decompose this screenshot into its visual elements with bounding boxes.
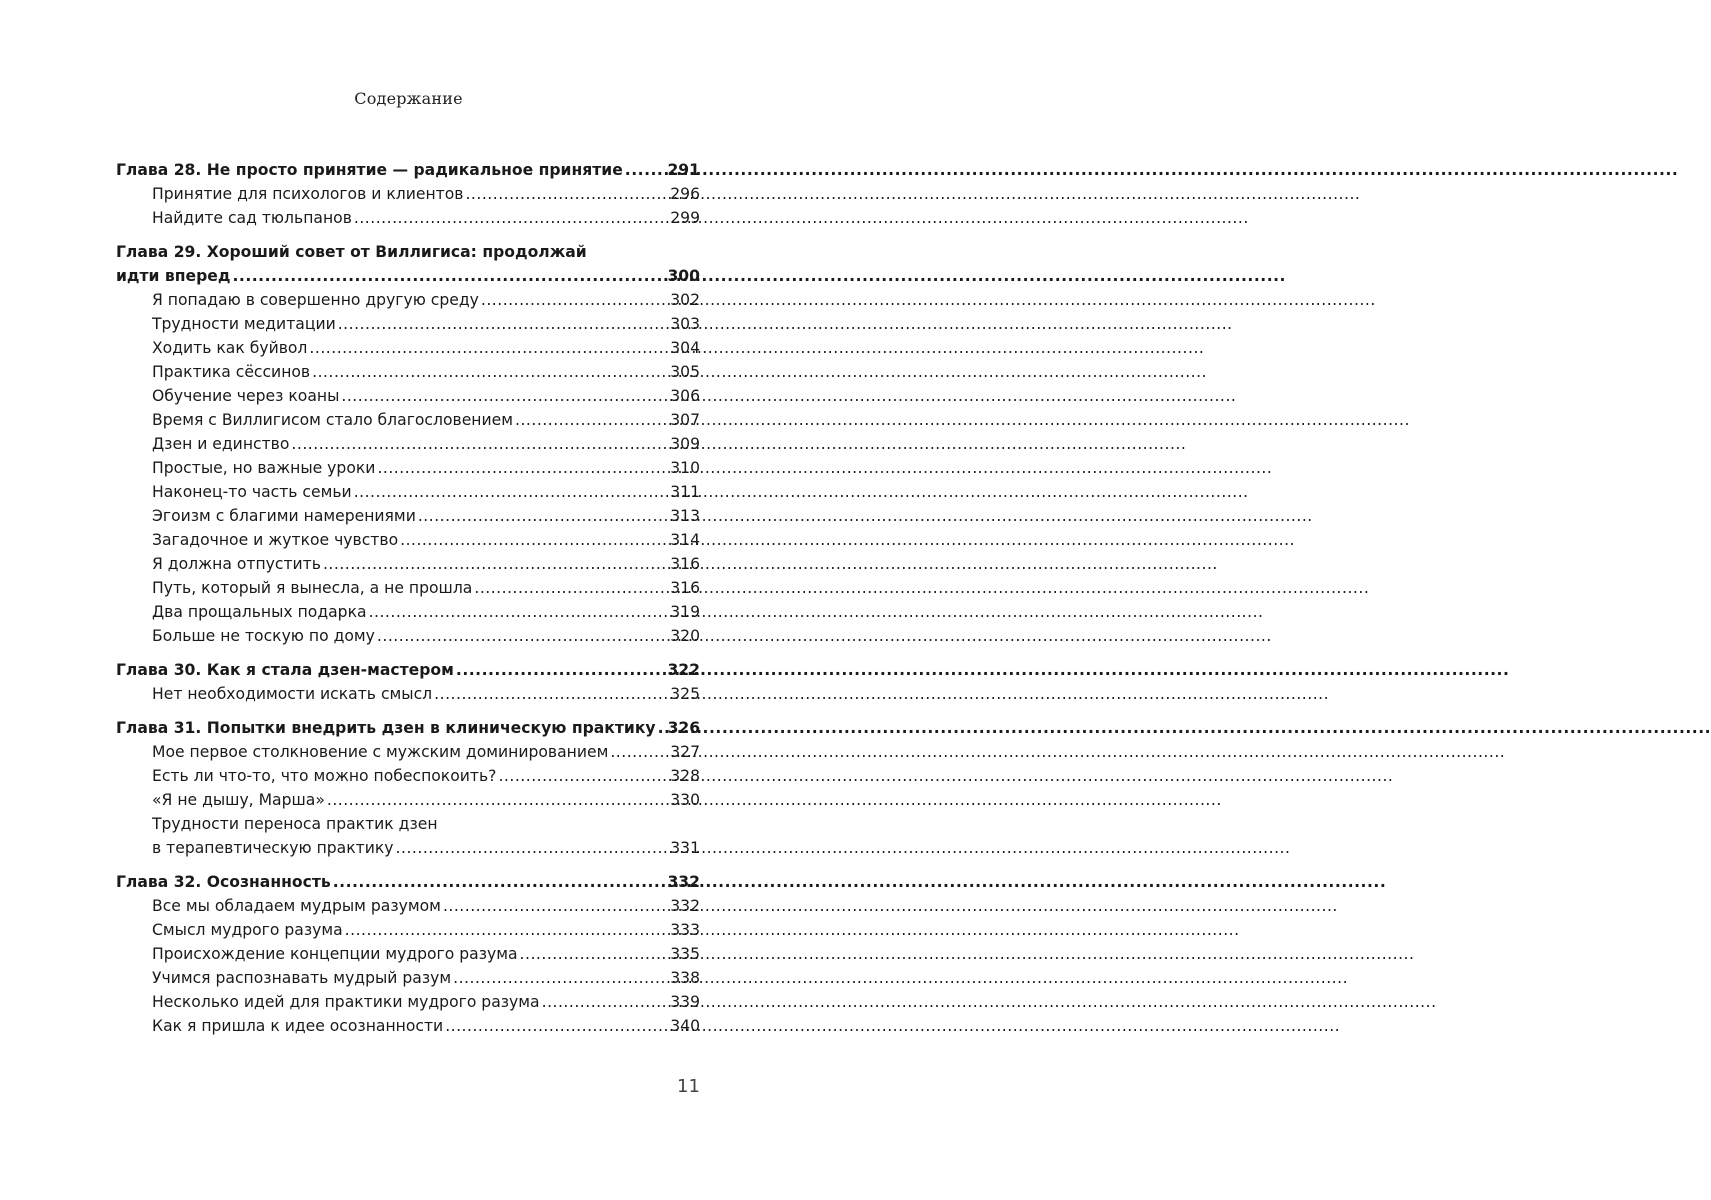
chapter-title-line: Глава 29. Хороший совет от Виллигиса: продолжай	[116, 243, 587, 261]
toc-section[interactable]	[116, 432, 700, 456]
chapter-title: Глава 30. Как я стала дзен-мастером	[116, 661, 454, 679]
page-ref: 316	[670, 579, 700, 597]
toc-section[interactable]	[116, 966, 700, 990]
page-ref: 313	[670, 507, 700, 525]
page-ref: 302	[670, 291, 700, 309]
page-ref: 322	[667, 661, 700, 679]
toc-section[interactable]	[116, 576, 700, 600]
section-title: Происхождение концепции мудрого разума	[152, 945, 518, 963]
page-ref: 328	[670, 767, 700, 785]
dot-leader	[400, 528, 668, 552]
page-ref: 300	[667, 267, 700, 285]
toc-section[interactable]	[116, 480, 700, 504]
page-ref: 306	[670, 387, 700, 405]
toc-section[interactable]	[116, 456, 700, 480]
toc-section[interactable]	[116, 764, 700, 788]
page-ref: 330	[670, 791, 700, 809]
page-ref: 325	[670, 685, 700, 703]
toc-section[interactable]	[116, 312, 700, 336]
page-number: 11	[677, 1076, 700, 1097]
dot-leader	[232, 264, 665, 288]
page-ref: 333	[670, 921, 700, 939]
toc-chapter-32[interactable]	[116, 870, 700, 894]
dot-leader	[520, 942, 669, 966]
page-ref: 320	[670, 627, 700, 645]
dot-leader	[474, 576, 668, 600]
dot-leader	[434, 682, 668, 706]
toc-section[interactable]	[116, 1014, 700, 1038]
section-title: Трудности медитации	[152, 315, 336, 333]
toc-section[interactable]	[116, 504, 700, 528]
dot-leader	[625, 158, 666, 182]
section-title: Ходить как буйвол	[152, 339, 308, 357]
dot-leader	[658, 716, 666, 740]
section-title: Как я пришла к идее осознанности	[152, 1017, 444, 1035]
toc-section[interactable]	[116, 990, 700, 1014]
toc-section[interactable]	[116, 740, 700, 764]
page-ref: 307	[670, 411, 700, 429]
toc-section[interactable]	[116, 894, 700, 918]
page-ref: 338	[670, 969, 700, 987]
dot-leader	[312, 360, 668, 384]
section-title: «Я не дышу, Марша»	[152, 791, 325, 809]
dot-leader	[445, 1014, 668, 1038]
section-title: Все мы обладаем мудрым разумом	[152, 897, 441, 915]
chapter-title: Глава 32. Осознанность	[116, 873, 331, 891]
chapter-title: идти вперед	[116, 267, 231, 285]
dot-leader	[377, 456, 668, 480]
page-ref: 304	[670, 339, 700, 357]
toc-section[interactable]	[116, 682, 700, 706]
dot-leader	[377, 624, 668, 648]
toc-section[interactable]	[116, 624, 700, 648]
dot-leader	[610, 740, 668, 764]
dot-leader	[369, 600, 669, 624]
dot-leader	[481, 288, 668, 312]
page-ref: 291	[667, 161, 700, 179]
dot-leader	[291, 432, 668, 456]
page-ref: 303	[670, 315, 700, 333]
dot-leader	[465, 182, 668, 206]
section-title: Наконец-то часть семьи	[152, 483, 352, 501]
toc-section[interactable]	[116, 528, 700, 552]
section-title: Есть ли что-то, что можно побеспокоить?	[152, 767, 497, 785]
section-title: Обучение через коаны	[152, 387, 340, 405]
section-title: Эгоизм с благими намерениями	[152, 507, 416, 525]
dot-leader	[418, 504, 668, 528]
toc-section[interactable]	[116, 206, 700, 230]
dot-leader	[338, 312, 669, 336]
section-title: Больше не тоскую по дому	[152, 627, 375, 645]
dot-leader	[498, 764, 668, 788]
page-ref: 326	[667, 719, 701, 737]
page-ref: 310	[670, 459, 700, 477]
section-title: в терапевтическую практику	[152, 839, 394, 857]
dot-leader	[515, 408, 668, 432]
page-ref: 316	[670, 555, 700, 573]
section-title: Простые, но важные уроки	[152, 459, 376, 477]
toc-chapter-28[interactable]	[116, 158, 700, 182]
page-ref: 314	[670, 531, 700, 549]
section-title-line: Трудности переноса практик дзен	[152, 815, 438, 833]
section-title: Мое первое столкновение с мужским доминированием	[152, 743, 609, 761]
chapter-title: Глава 31. Попытки внедрить дзен в клиническую практику	[116, 719, 656, 737]
page-ref: 299	[670, 209, 700, 227]
section-title: Дзен и единство	[152, 435, 290, 453]
page-ref: 332	[667, 873, 700, 891]
dot-leader	[456, 658, 666, 682]
dot-leader	[323, 552, 668, 576]
toc-chapter-29[interactable]	[116, 264, 700, 288]
page-ref: 332	[670, 897, 700, 915]
section-title: Смысл мудрого разума	[152, 921, 343, 939]
section-title: Принятие для психологов и клиентов	[152, 185, 464, 203]
dot-leader	[443, 894, 668, 918]
dot-leader	[396, 836, 669, 860]
page-ref: 311	[670, 483, 700, 501]
section-title: Практика сёссинов	[152, 363, 311, 381]
section-title: Несколько идей для практики мудрого разума	[152, 993, 540, 1011]
toc-section[interactable]	[116, 918, 700, 942]
chapter-title: Глава 28. Не просто принятие — радикальное принятие	[116, 161, 623, 179]
page-ref: 340	[670, 1017, 700, 1035]
section-title: Учимся распознавать мудрый разум	[152, 969, 452, 987]
dot-leader	[327, 788, 668, 812]
section-title: Два прощальных подарка	[152, 603, 367, 621]
dot-leader	[345, 918, 669, 942]
section-title: Путь, который я вынесла, а не прошла	[152, 579, 473, 597]
toc-section[interactable]	[116, 600, 700, 624]
page-ref: 331	[670, 839, 700, 857]
page-ref: 319	[670, 603, 700, 621]
toc-section[interactable]	[116, 836, 700, 860]
dot-leader	[333, 870, 666, 894]
page-ref: 296	[670, 185, 700, 203]
section-title: Я попадаю в совершенно другую среду	[152, 291, 479, 309]
toc-section[interactable]	[116, 288, 700, 312]
toc-section[interactable]	[116, 942, 700, 966]
dot-leader	[341, 384, 668, 408]
page-title: Содержание	[354, 89, 463, 108]
dot-leader	[542, 990, 669, 1014]
section-title: Нет необходимости искать смысл	[152, 685, 433, 703]
toc-section[interactable]	[116, 384, 700, 408]
section-title: Время с Виллигисом стало благословением	[152, 411, 513, 429]
section-title: Найдите сад тюльпанов	[152, 209, 352, 227]
book-page	[0, 0, 817, 1200]
dot-leader	[354, 206, 668, 230]
dot-leader	[354, 480, 669, 504]
toc-chapter-30[interactable]	[116, 658, 700, 682]
toc-section[interactable]	[116, 552, 700, 576]
page-ref: 335	[670, 945, 700, 963]
toc-section[interactable]	[116, 408, 700, 432]
dot-leader	[309, 336, 668, 360]
section-title: Я должна отпустить	[152, 555, 321, 573]
toc-section[interactable]	[116, 360, 700, 384]
page-ref: 305	[670, 363, 700, 381]
dot-leader	[453, 966, 668, 990]
toc-section[interactable]	[116, 182, 700, 206]
table-of-contents	[116, 158, 700, 1038]
toc-chapter-31[interactable]	[116, 716, 700, 740]
page-ref: 339	[670, 993, 700, 1011]
toc-section[interactable]	[116, 788, 700, 812]
section-title: Загадочное и жуткое чувство	[152, 531, 399, 549]
toc-section[interactable]	[116, 336, 700, 360]
page-ref: 327	[670, 743, 700, 761]
page-ref: 309	[670, 435, 700, 453]
